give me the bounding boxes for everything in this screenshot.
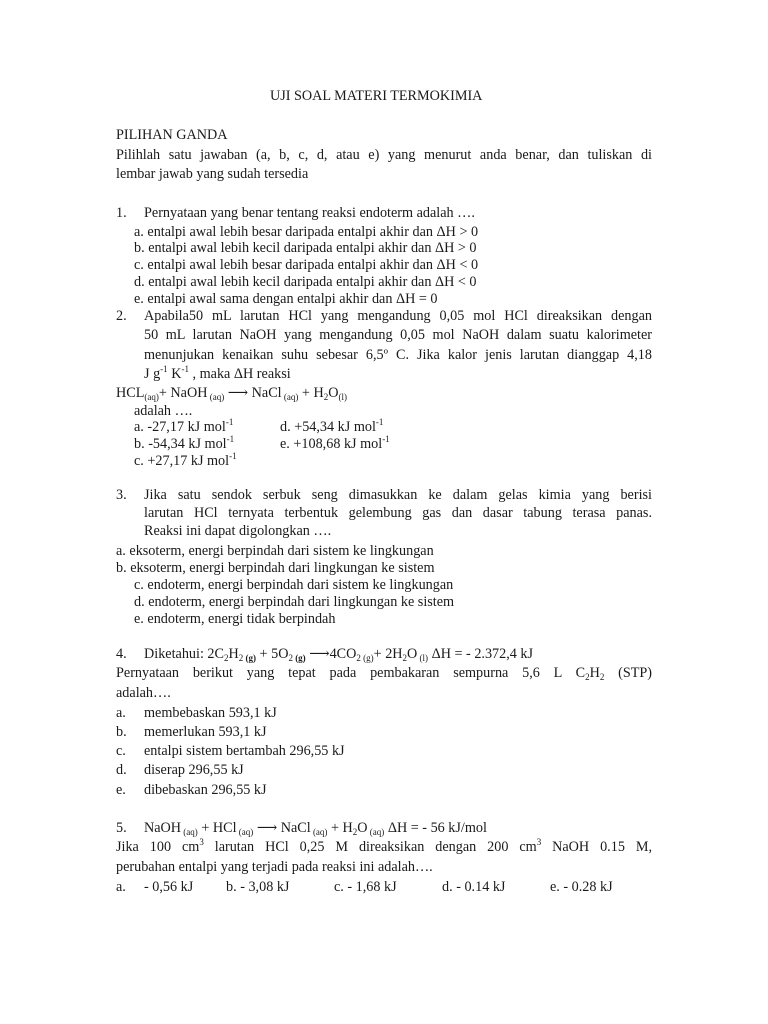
q3-line-2: larutan HCl ternyata terbentuk gelembung gas dan dasar tabung terasa panas. [144,505,652,521]
q4-stem-line-2: adalah…. [116,685,171,701]
q2-number: 2. [116,308,127,324]
q2-option-e: e. +108,68 kJ mol$^{-1}$ [280,434,390,452]
q2-line-3: menunjukan kenaikan suhu sebesar 6,5º C. Jika kalor jenis larutan dianggap 4,18 [144,347,652,363]
q1-option-d: d. entalpi awal lebih kecil daripada entalpi akhir dan ΔH < 0 [134,274,477,290]
q3-line-1: Jika satu sendok serbuk seng dimasukkan ke dalam gelas kimia yang berisi [144,487,652,503]
q2-line-1: Apabila50 mL larutan HCl yang mengandung 0,05 mol HCl direaksikan dengan [144,308,652,324]
q2-option-a: a. -27,17 kJ mol$^{-1}$ [134,417,234,435]
instruction-line-2: lembar jawab yang sudah tersedia [116,166,309,182]
q4-option-b-letter: b. [116,724,127,740]
q2-line-4: J $g^{-1}$ $K^{-1}$ , maka ΔH reaksi [144,364,291,382]
q3-option-e: e. endoterm, energi tidak berpindah [134,611,336,627]
q4-number: 4. [116,646,127,662]
q5-option-d: d. - 0.14 kJ [442,879,506,895]
q4-equation: Diketahui: $2C_2H_2$ $_{(g)} + 5O_2$ $_{(g)}$ $⟶4CO_2$ $_{(g)}+ 2H_2O$ $_{(l)}$ ΔH = - 2.372,4 kJ [144,646,534,663]
q4-stem-line-1: Pernyataan berikut yang tepat pada pembakaran sempurna 5,6 L $C_2H_2$ (STP) [116,665,652,682]
q5-line-2: perubahan entalpi yang terjadi pada reaksi ini adalah…. [116,859,433,875]
q3-option-b: b. eksoterm, energi berpindah dari lingkungan ke sistem [116,560,435,576]
q3-line-3: Reaksi ini dapat digolongkan …. [144,523,332,539]
q2-option-c: c. +27,17 kJ mol$^{-1}$ [134,451,237,469]
q3-option-d: d. endoterm, energi berpindah dari lingkungan ke sistem [134,594,455,610]
q5-number: 5. [116,820,127,836]
q1-option-a: a. entalpi awal lebih besar daripada entalpi akhir dan ΔH > 0 [134,224,479,240]
page-title: UJI SOAL MATERI TERMOKIMIA [270,88,483,104]
instruction-line-1: Pilihlah satu jawaban (a, b, c, d, atau e) yang menurut anda benar, dan tuliskan di [116,147,652,163]
q2-option-b: b. -54,34 kJ mol$^{-1}$ [134,434,235,452]
q4-option-e: dibebaskan 296,55 kJ [144,782,267,798]
q4-option-e-letter: e. [116,782,126,798]
q2-option-d: d. +54,34 kJ mol$^{-1}$ [280,417,384,435]
q1-option-b: b. entalpi awal lebih kecil daripada entalpi akhir dan ΔH > 0 [134,240,477,256]
q4-option-d-letter: d. [116,762,127,778]
q5-option-e: e. - 0.28 kJ [550,879,613,895]
q5-line-1: Jika 100 $cm^3$ larutan HCl 0,25 M direaksikan dengan 200 $cm^3$ NaOH 0.15 M, [116,837,653,855]
section-heading: PILIHAN GANDA [116,127,228,143]
q3-number: 3. [116,487,127,503]
q2-adalah: adalah …. [134,403,193,419]
q1-option-c: c. entalpi awal lebih besar daripada entalpi akhir dan ΔH < 0 [134,257,479,273]
q4-option-d: diserap 296,55 kJ [144,762,244,778]
q1-text: Pernyataan yang benar tentang reaksi endoterm adalah …. [144,205,475,221]
q3-option-c: c. endoterm, energi berpindah dari sistem ke lingkungan [134,577,454,593]
q2-line-2: 50 mL larutan NaOH yang mengandung 0,05 mol NaOH dalam suatu kalorimeter [144,327,652,343]
q5-option-b: b. - 3,08 kJ [226,879,290,895]
q4-option-a: membebaskan 593,1 kJ [144,705,277,721]
q4-option-c-letter: c. [116,743,126,759]
q5-option-c: c. - 1,68 kJ [334,879,397,895]
q5-equation: NaOH $_{(aq)}$ + HCl $_{(aq)}$ ⟶ NaCl $_{(aq)} + H_2O$ $_{(aq)}$ ΔH = - 56 kJ/mol [144,820,487,837]
q1-number: 1. [116,205,127,221]
q5-option-a-letter: a. [116,879,126,895]
q2-equation: $HCL_{(aq)}+$ NaOH $_{(aq)}$ ⟶ NaCl $_{(aq)} + H_2O_{(l)}$ [116,385,347,402]
q1-option-e: e. entalpi awal sama dengan entalpi akhir dan ΔH = 0 [134,291,438,307]
q5-option-a: - 0,56 kJ [144,879,194,895]
q4-option-c: entalpi sistem bertambah 296,55 kJ [144,743,345,759]
q4-option-b: memerlukan 593,1 kJ [144,724,267,740]
q3-option-a: a. eksoterm, energi berpindah dari sistem ke lingkungan [116,543,434,559]
q4-option-a-letter: a. [116,705,126,721]
